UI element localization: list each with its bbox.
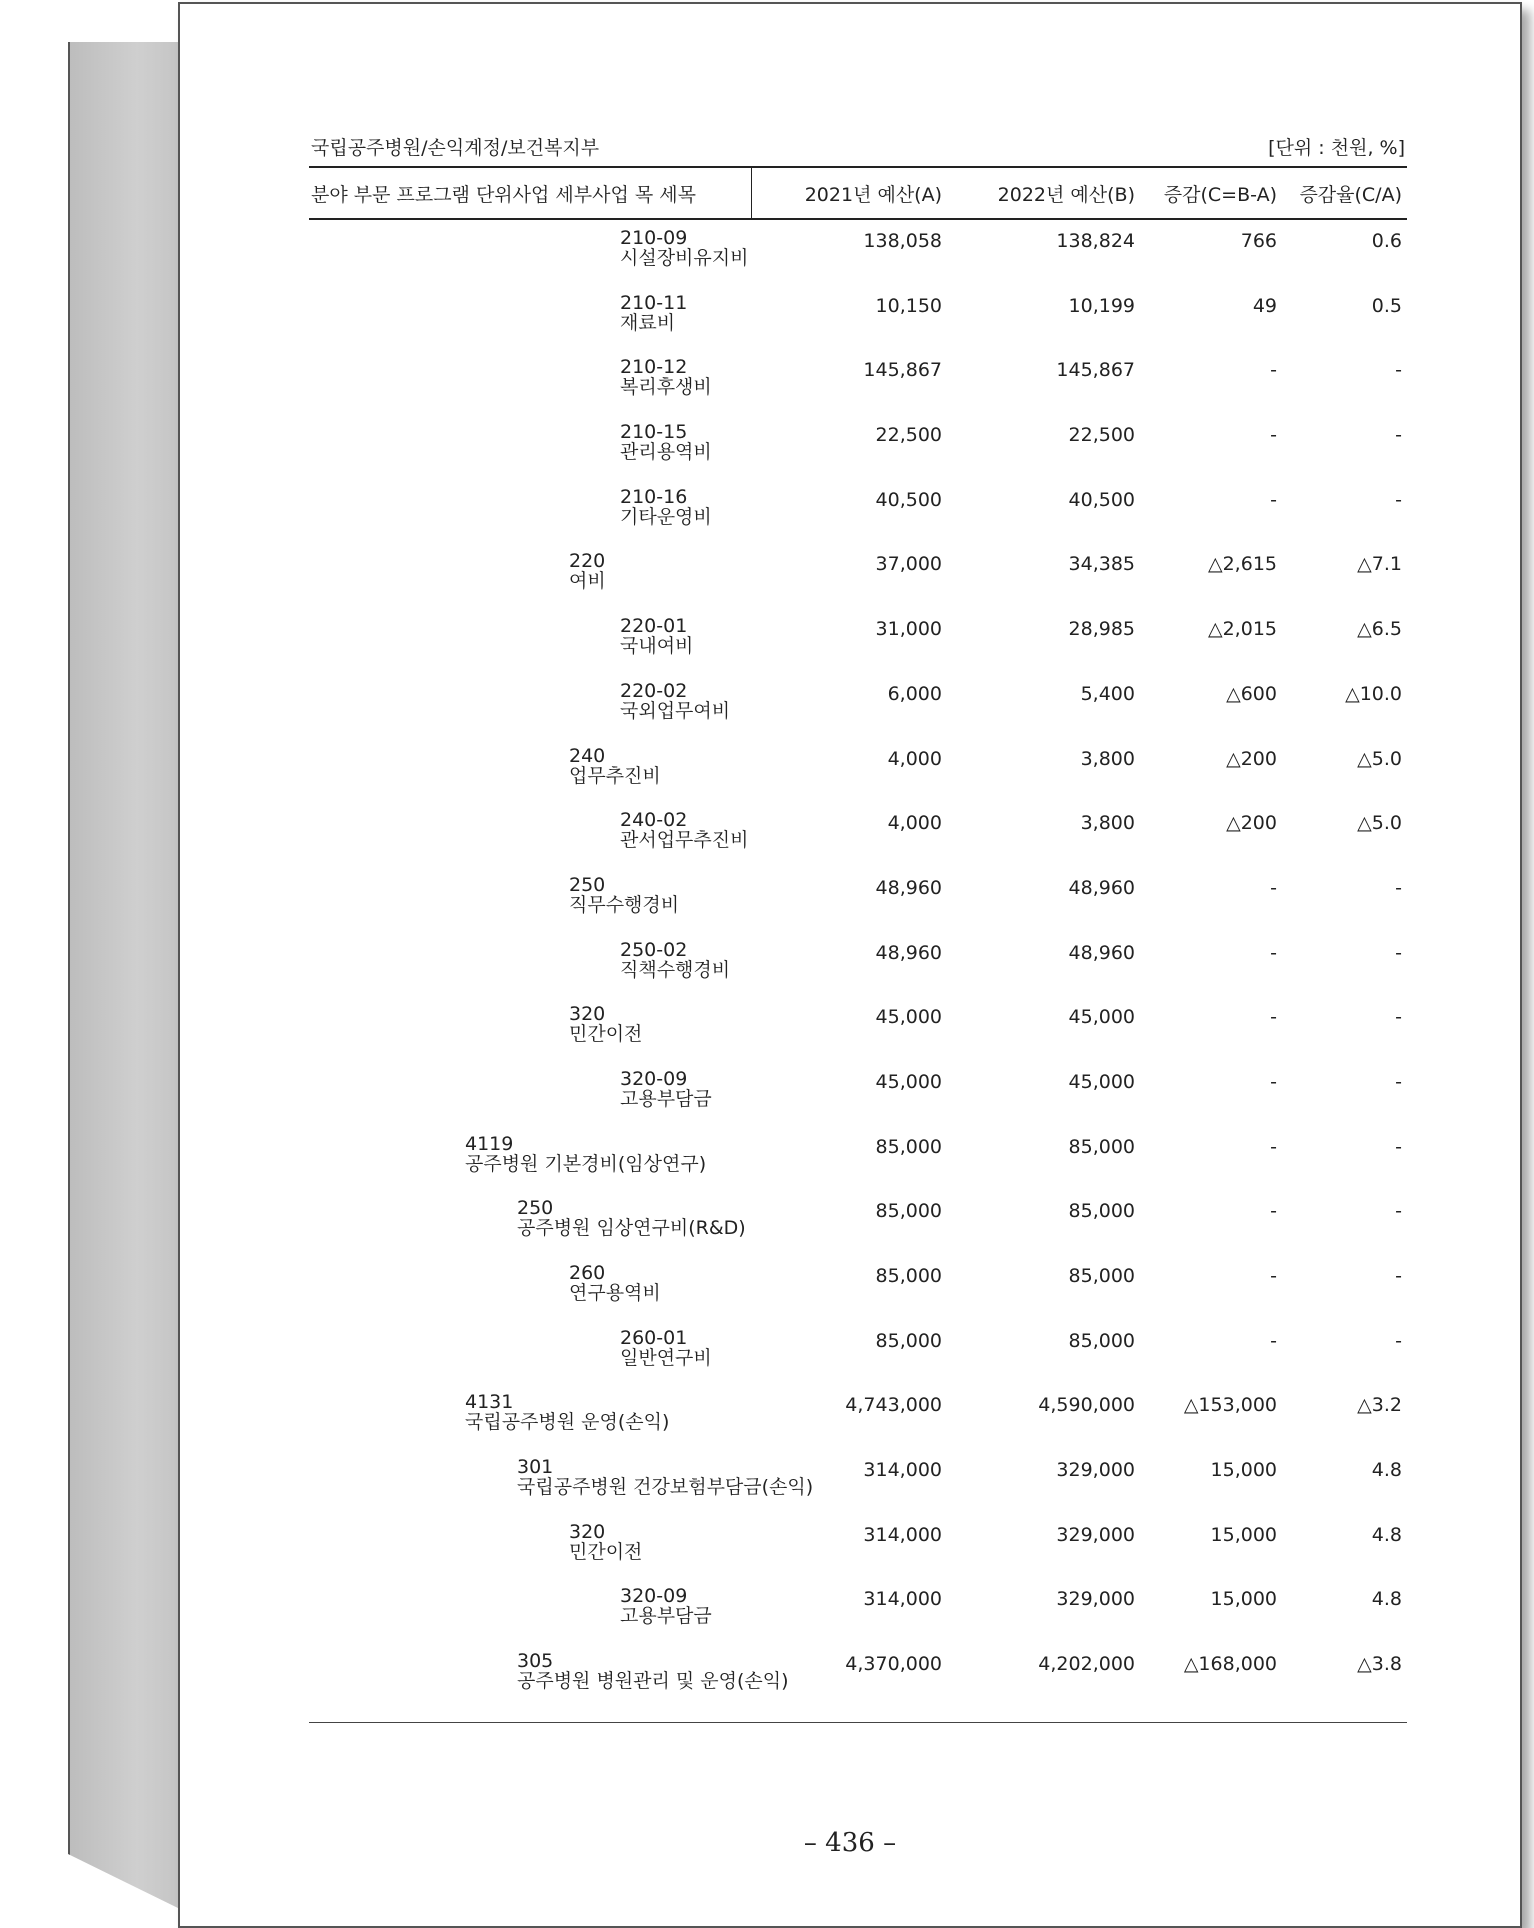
row-label [309, 1134, 752, 1199]
value-2022: 22,500 [1068, 424, 1135, 447]
table-row [309, 357, 1407, 422]
table-row [309, 616, 1407, 681]
value-2022: 85,000 [1068, 1329, 1135, 1352]
row-label [309, 1650, 789, 1716]
page-number: – 436 – [803, 1828, 897, 1858]
value-change-rate: 4.8 [1371, 1523, 1402, 1546]
value-2022: 85,000 [1068, 1135, 1135, 1158]
value-change: - [1270, 941, 1277, 964]
value-change: △153,000 [1183, 1394, 1277, 1417]
value-change: △600 [1226, 682, 1277, 705]
row-name: 민간이전 [569, 1540, 643, 1563]
header-label: 분야 부문 프로그램 단위사업 세부사업 목 세목 [309, 168, 752, 218]
value-change-rate: 0.5 [1371, 294, 1402, 317]
value-2021: 314,000 [863, 1523, 942, 1546]
table-row [309, 422, 1407, 487]
value-2021: 48,960 [875, 876, 942, 899]
row-label [309, 1263, 752, 1328]
value-2022: 4,202,000 [1038, 1653, 1135, 1676]
value-change: 766 [1240, 230, 1277, 252]
row-code: 320-09 [620, 1067, 688, 1090]
value-change-rate: - [1395, 1329, 1402, 1352]
value-change-rate: - [1395, 1070, 1402, 1093]
table-row [309, 746, 1407, 811]
table-body [309, 220, 1407, 1716]
value-2022: 85,000 [1068, 1265, 1135, 1287]
table-row [309, 1328, 1407, 1393]
table-row [309, 1004, 1407, 1069]
table-title: 국립공주병원/손익계정/보건복지부 [311, 137, 600, 159]
header-change-rate: 증감율(C/A) [1299, 183, 1402, 206]
value-2021: 10,150 [875, 294, 942, 317]
table-row [309, 1522, 1407, 1587]
table-row [309, 940, 1407, 1005]
value-2022: 10,199 [1068, 294, 1135, 317]
unit-note: [단위 : 천원, %] [1268, 137, 1405, 159]
row-label [309, 1328, 752, 1393]
value-change: - [1270, 488, 1277, 511]
row-code: 320-09 [620, 1585, 688, 1608]
table-row [309, 551, 1407, 616]
value-2021: 4,000 [887, 747, 942, 770]
value-change-rate: △7.1 [1357, 553, 1402, 576]
row-name: 관서업무추진비 [620, 829, 749, 852]
row-code: 305 [517, 1650, 554, 1673]
value-2021: 314,000 [863, 1588, 942, 1611]
value-change-rate: △5.0 [1357, 812, 1402, 835]
value-change: - [1270, 359, 1277, 382]
row-name: 고용부담금 [620, 1605, 712, 1628]
row-code: 210-16 [620, 485, 688, 508]
row-name: 일반연구비 [620, 1346, 712, 1369]
value-2022: 3,800 [1080, 747, 1135, 770]
value-2021: 4,743,000 [845, 1394, 942, 1417]
value-change: 15,000 [1210, 1459, 1277, 1482]
row-code: 320 [569, 1520, 606, 1543]
header-2021-budget: 2021년 예산(A) [804, 183, 942, 206]
value-change: △200 [1226, 747, 1277, 770]
row-code: 250 [569, 873, 606, 896]
value-2022: 329,000 [1056, 1588, 1135, 1611]
row-name: 시설장비유지비 [620, 247, 749, 269]
row-label [309, 228, 752, 293]
table-row [309, 293, 1407, 358]
value-change-rate: - [1395, 1200, 1402, 1223]
row-name: 연구용역비 [569, 1282, 661, 1304]
row-name: 복리후생비 [620, 376, 712, 399]
value-2022: 34,385 [1068, 553, 1135, 576]
row-name: 업무추진비 [569, 764, 661, 787]
row-name: 공주병원 병원관리 및 운영(손익) [517, 1670, 789, 1693]
row-label [309, 875, 752, 940]
value-2021: 138,058 [863, 230, 942, 252]
row-code: 250-02 [620, 938, 688, 961]
value-change-rate: - [1395, 488, 1402, 511]
table-row [309, 1392, 1407, 1457]
value-change-rate: 0.6 [1371, 230, 1402, 252]
value-change-rate: - [1395, 941, 1402, 964]
row-name: 민간이전 [569, 1023, 643, 1046]
row-label [309, 1004, 752, 1069]
value-2022: 329,000 [1056, 1523, 1135, 1546]
row-label [309, 1392, 752, 1457]
row-code: 320 [569, 1003, 606, 1026]
document-page [178, 2, 1522, 1928]
table-row [309, 1198, 1407, 1263]
row-code: 4119 [465, 1132, 514, 1155]
row-code: 220-02 [620, 679, 688, 702]
row-label [309, 940, 752, 1005]
value-2022: 28,985 [1068, 618, 1135, 641]
table-header-row [309, 168, 1407, 220]
row-name: 국외업무여비 [620, 699, 731, 722]
value-2021: 48,960 [875, 941, 942, 964]
value-2021: 145,867 [863, 359, 942, 382]
value-change: - [1270, 1200, 1277, 1223]
row-label [309, 1069, 752, 1134]
value-2021: 45,000 [875, 1070, 942, 1093]
row-code: 210-15 [620, 421, 688, 444]
table-caption [309, 134, 1407, 168]
value-2021: 85,000 [875, 1265, 942, 1287]
row-name: 직무수행경비 [569, 893, 680, 916]
table-row [309, 487, 1407, 552]
row-name: 공주병원 기본경비(임상연구) [465, 1152, 707, 1175]
row-label [309, 357, 752, 422]
row-code: 220 [569, 550, 606, 573]
value-change-rate: △6.5 [1357, 618, 1402, 641]
row-code: 220-01 [620, 615, 688, 638]
value-2021: 37,000 [875, 553, 942, 576]
value-2022: 45,000 [1068, 1006, 1135, 1029]
value-change: △2,615 [1207, 553, 1277, 576]
value-2021: 6,000 [887, 682, 942, 705]
value-change-rate: - [1395, 1135, 1402, 1158]
value-2021: 31,000 [875, 618, 942, 641]
value-2021: 4,000 [887, 812, 942, 835]
value-2022: 329,000 [1056, 1459, 1135, 1482]
table-row [309, 1263, 1407, 1328]
value-change: - [1270, 1070, 1277, 1093]
row-label [309, 422, 752, 487]
row-label [309, 681, 752, 746]
row-code: 240 [569, 744, 606, 767]
value-change: - [1270, 1265, 1277, 1287]
row-code: 260 [569, 1262, 606, 1284]
row-label [309, 616, 752, 681]
row-label [309, 1586, 752, 1651]
book-spine [68, 42, 182, 1910]
value-change: - [1270, 1135, 1277, 1158]
value-change: 49 [1252, 294, 1277, 317]
budget-table [309, 134, 1407, 1723]
value-change-rate: △3.2 [1357, 1394, 1402, 1417]
value-change-rate: △3.8 [1357, 1653, 1402, 1676]
value-change: 15,000 [1210, 1523, 1277, 1546]
row-code: 210-12 [620, 356, 688, 379]
value-change: △200 [1226, 812, 1277, 835]
value-2022: 4,590,000 [1038, 1394, 1135, 1417]
header-change: 증감(C=B-A) [1163, 183, 1277, 206]
value-2022: 3,800 [1080, 812, 1135, 835]
table-row [309, 1069, 1407, 1134]
value-2021: 40,500 [875, 488, 942, 511]
value-2022: 48,960 [1068, 941, 1135, 964]
row-name: 기타운영비 [620, 505, 712, 528]
value-change: - [1270, 1006, 1277, 1029]
value-change-rate: - [1395, 1265, 1402, 1287]
row-code: 250 [517, 1197, 554, 1220]
value-2021: 85,000 [875, 1200, 942, 1223]
table-row [309, 681, 1407, 746]
row-name: 관리용역비 [620, 441, 712, 464]
value-2021: 22,500 [875, 424, 942, 447]
value-2021: 45,000 [875, 1006, 942, 1029]
value-change-rate: - [1395, 359, 1402, 382]
row-name: 재료비 [620, 311, 676, 334]
row-label [309, 487, 752, 552]
value-change: - [1270, 424, 1277, 447]
row-name: 국내여비 [620, 635, 694, 658]
value-2022: 40,500 [1068, 488, 1135, 511]
value-change: - [1270, 876, 1277, 899]
row-name: 공주병원 임상연구비(R&D) [517, 1217, 746, 1240]
value-change-rate: 4.8 [1371, 1588, 1402, 1611]
value-2022: 45,000 [1068, 1070, 1135, 1093]
value-change-rate: - [1395, 1006, 1402, 1029]
value-change-rate: - [1395, 424, 1402, 447]
row-label [309, 1198, 752, 1263]
value-change: △2,015 [1207, 618, 1277, 641]
row-name: 고용부담금 [620, 1087, 712, 1110]
row-label [309, 551, 752, 616]
value-change-rate: △5.0 [1357, 747, 1402, 770]
table-bottom-rule [309, 1722, 1407, 1723]
value-change-rate: △10.0 [1345, 682, 1402, 705]
header-2022-budget: 2022년 예산(B) [997, 183, 1135, 206]
value-change-rate: 4.8 [1371, 1459, 1402, 1482]
row-code: 260-01 [620, 1326, 688, 1349]
value-2022: 48,960 [1068, 876, 1135, 899]
value-2021: 314,000 [863, 1459, 942, 1482]
row-code: 240-02 [620, 809, 688, 832]
table-row [309, 875, 1407, 940]
value-2022: 5,400 [1080, 682, 1135, 705]
row-code: 210-11 [620, 291, 688, 314]
table-row [309, 228, 1407, 293]
table-row [309, 810, 1407, 875]
table-row [309, 1134, 1407, 1199]
value-change: - [1270, 1329, 1277, 1352]
row-name: 여비 [569, 570, 606, 593]
row-name: 국립공주병원 운영(손익) [465, 1411, 670, 1434]
value-2021: 4,370,000 [845, 1653, 942, 1676]
value-2022: 138,824 [1056, 230, 1135, 252]
value-2021: 85,000 [875, 1329, 942, 1352]
row-name: 직책수행경비 [620, 958, 731, 981]
row-label [309, 1522, 752, 1587]
table-row [309, 1651, 1407, 1716]
value-change: △168,000 [1183, 1653, 1277, 1676]
value-change: 15,000 [1210, 1588, 1277, 1611]
row-name: 국립공주병원 건강보험부담금(손익) [517, 1476, 814, 1499]
value-2022: 85,000 [1068, 1200, 1135, 1223]
row-label [309, 746, 752, 811]
row-label [309, 293, 752, 358]
row-code: 4131 [465, 1391, 514, 1414]
row-code: 210-09 [620, 227, 688, 249]
row-label [309, 810, 752, 875]
value-2022: 145,867 [1056, 359, 1135, 382]
table-row [309, 1586, 1407, 1651]
value-change-rate: - [1395, 876, 1402, 899]
row-code: 301 [517, 1456, 554, 1479]
row-label [309, 1456, 814, 1522]
value-2021: 85,000 [875, 1135, 942, 1158]
table-row [309, 1457, 1407, 1522]
